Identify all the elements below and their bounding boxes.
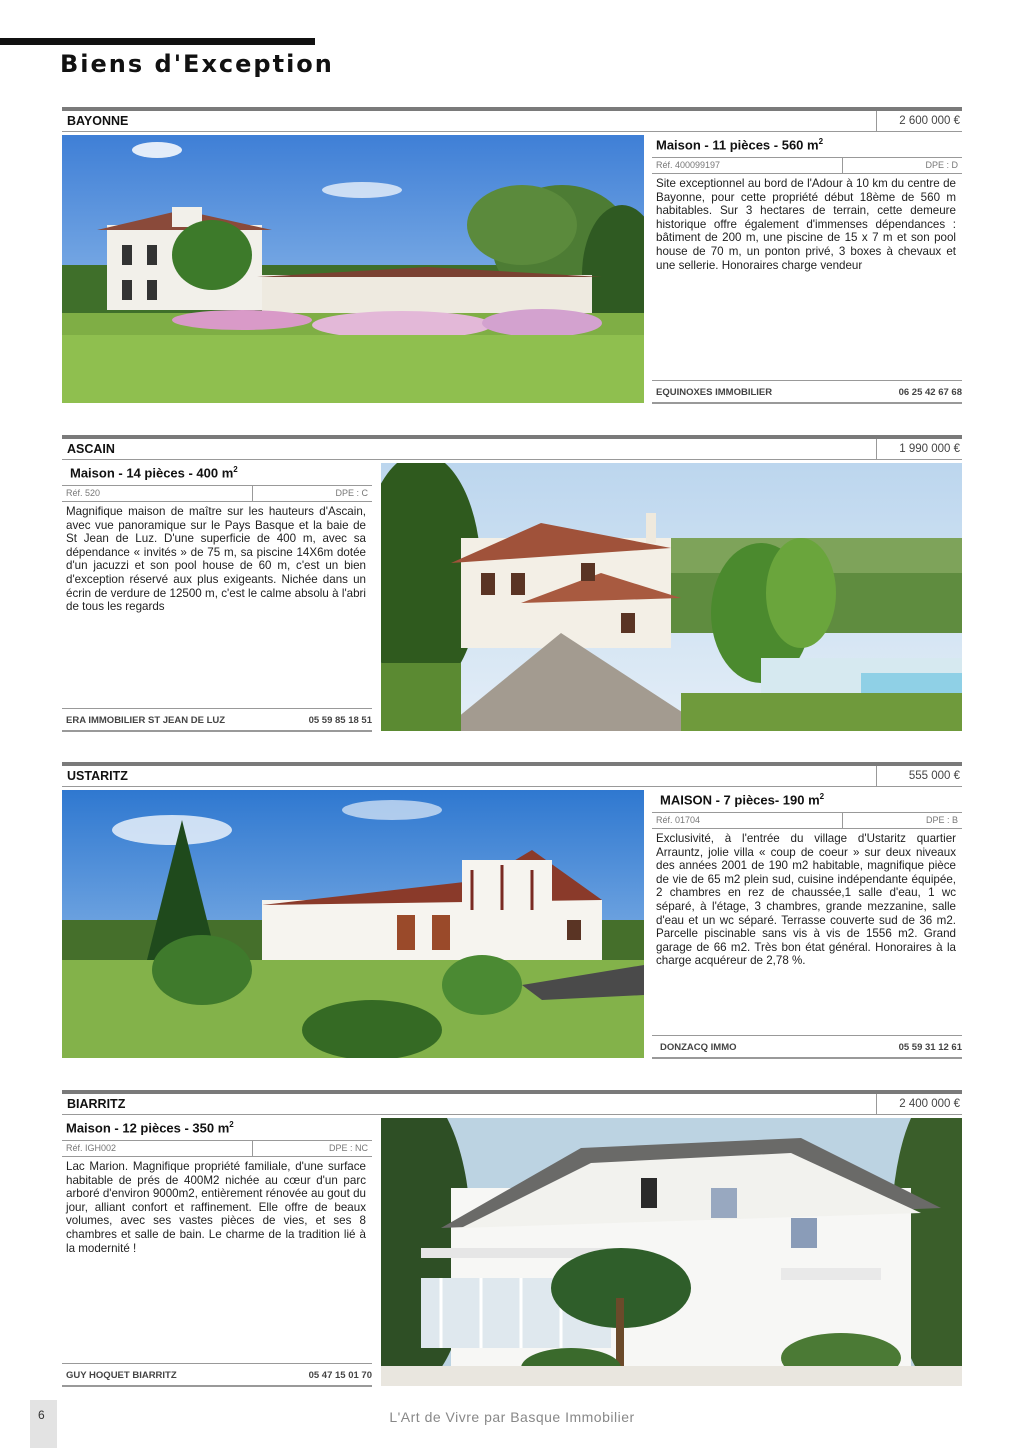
agency-bottom-rule [62,730,372,732]
listing-info [62,463,372,731]
agency-phone: 05 59 85 18 51 [308,715,372,726]
ref-dpe-line [652,157,962,174]
ref-divider [252,486,253,501]
ref-dpe-line [62,485,372,502]
listing-ref: Réf. 520 [66,488,101,498]
property-photo [381,463,962,731]
agency-name: DONZACQ IMMO [660,1042,737,1053]
section-bar [62,762,962,766]
property-photo [62,135,644,403]
agency-bottom-rule [652,402,962,404]
listing-ascain [62,435,962,735]
photo-hillside-house [381,463,962,731]
listing-ref: Réf. IGH002 [66,1143,117,1153]
ref-dpe-line [652,812,962,829]
listing-city: BIARRITZ [67,1097,126,1111]
listing-dpe: DPE : NC [328,1143,368,1153]
ref-divider [252,1141,253,1156]
agency-rule [652,1035,962,1036]
listing-ref: Réf. 400099197 [656,160,721,170]
listing-info [62,1118,372,1386]
listing-city: ASCAIN [67,442,115,456]
listing-city: USTARITZ [67,769,128,783]
listing-description: Magnifique maison de maître sur les hauteurs d'Ascain, avec vue panoramique sur le Pays Basque et la baie de St Jean de Luz. D'une superficie de 400 m, avec sa dépendance « invités » de 75 m, sa piscine 14X6m dotée d'un jacuzzi et son pool house de 60 m, c'est un bien d'exception réservé aux plus exigeants. Nichée dans un écrin de verdure de 12500 m, c'est le calme absolu à l'abri de tous les regards [66,505,366,614]
photo-manor-garden [62,135,644,403]
agency-name: ERA IMMOBILIER ST JEAN DE LUZ [66,715,226,726]
agency-phone: 05 47 15 01 70 [308,1370,372,1381]
listing-dpe: DPE : C [335,488,368,498]
listing-info [652,135,962,403]
agency-name: GUY HOQUET BIARRITZ [66,1370,177,1381]
listing-description: Site exceptionnel au bord de l'Adour à 10 km du centre de Bayonne, pour cette propriété début 18ème de 560 m habitables. Sur 3 hectares de terrain, cette demeure historique offre également d'immenses dépendances : bâtiment de 200 m, une piscine de 15 x 7 m et son pool house de 70 m, un ponton privé, 3 boxes à chevaux et une sellerie. Honoraires charge vendeur [656,177,956,272]
property-photo [381,1118,962,1386]
section-bar [62,1090,962,1094]
listing-title: Maison - 11 pièces - 560 $m^2$ [656,137,824,153]
listing-info [652,790,962,1058]
header-rule [62,1114,962,1115]
top-accent-bar [0,38,315,45]
photo-basque-villa [62,790,644,1058]
listing-description: Exclusivité, à l'entrée du village d'Ustaritz quartier Arrauntz, jolie villa « coup de coeur » sur deux niveaux des années 2001 de 190 m2 habitable, magnifique pièce de vie de 65 m2 plein sud, cuisine indépendante équipée, 2 chambres en rez de chaussée,1 salle d'eau, 1 wc séparé, à l'étage, 3 chambres, grande mezzanine, salle d'eau et un wc séparé. Terrasse couverte sud de 36 m2. Parcelle piscinable sans vis à vis de 1556 m2. Grand garage de 66 m2. Très bon état général. Honoraires à la charge acquéreur de 2,78 %. [656,832,956,968]
listing-biarritz [62,1090,962,1390]
listing-title: MAISON - 7 pièces- 190 $m^2$ [660,792,825,808]
agency-bottom-rule [62,1385,372,1387]
listing-city: BAYONNE [67,114,129,128]
listing-description: Lac Marion. Magnifique propriété familiale, d'une surface habitable de prés de 400M2 nichée au cœur d'un parc arboré d'environ 9000m2, entièrement rénovée au gout du jour, alliant confort et raffinement. Elle offre de beaux volumes, avec ses vastes pièces de vies, et ses 8 chambres et salle de bain. Le charme de la tradition lié à la modernité ! [66,1160,366,1255]
listing-dpe: DPE : D [925,160,958,170]
footer-tagline: L'Art de Vivre par Basque Immobilier [389,1409,635,1425]
listing-title: Maison - 12 pièces - 350 $m^2$ [66,1120,234,1136]
listing-dpe: DPE : B [925,815,958,825]
listing-price: 1 990 000 € [876,439,962,459]
agency-name: EQUINOXES IMMOBILIER [656,387,773,398]
agency-rule [62,708,372,709]
listing-price: 2 400 000 € [876,1094,962,1114]
listing-bayonne [62,107,962,407]
listing-title: Maison - 14 pièces - 400 $m^2$ [70,465,238,481]
agency-phone: 05 59 31 12 61 [898,1042,962,1053]
ref-divider [842,813,843,828]
header-rule [62,459,962,460]
property-photo [62,790,644,1058]
page-number: 6 [38,1408,45,1422]
photo-white-villa [381,1118,962,1386]
ref-divider [842,158,843,173]
listing-ustaritz [62,762,962,1062]
listing-ref: Réf. 01704 [656,815,701,825]
header-rule [62,131,962,132]
header-rule [62,786,962,787]
listing-price: 2 600 000 € [876,111,962,131]
page-title: Biens d'Exception [60,50,334,78]
agency-rule [652,380,962,381]
agency-bottom-rule [652,1057,962,1059]
agency-rule [62,1363,372,1364]
ref-dpe-line [62,1140,372,1157]
section-bar [62,435,962,439]
agency-phone: 06 25 42 67 68 [898,387,962,398]
section-bar [62,107,962,111]
listing-price: 555 000 € [876,766,962,786]
